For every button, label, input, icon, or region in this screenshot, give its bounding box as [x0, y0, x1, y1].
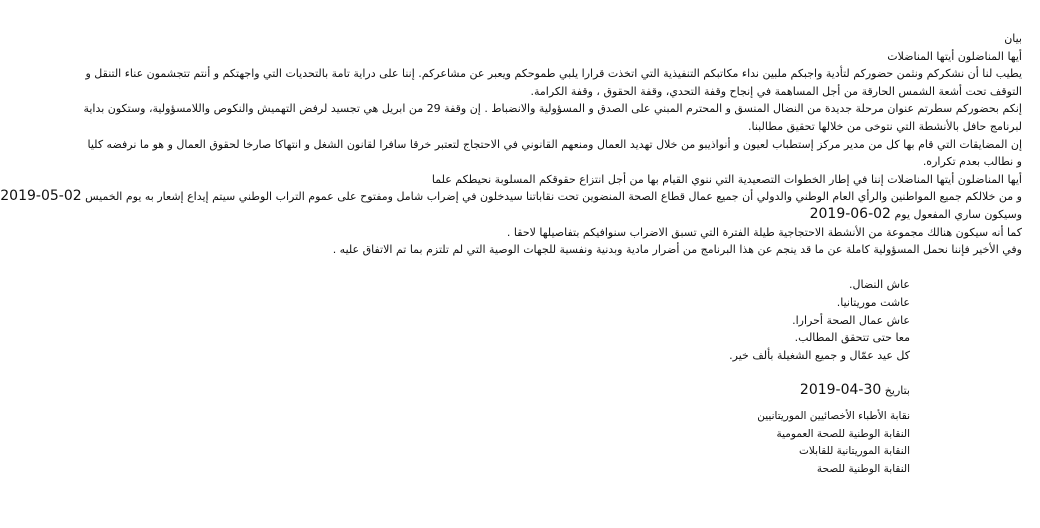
signatories-list	[81, 408, 910, 478]
signatory-item: نقابة الأطباء الأخصائيين الموريتانيين	[757, 410, 910, 423]
slogan-item: كل عيد عمّال و جميع الشغيلة بألف خير.	[729, 348, 910, 362]
slogans-list	[81, 276, 910, 364]
paragraph-escalation: أيها المناضلون أيتها المناضلات إننا في إطار الخطوات التصعيدية التي ننوي القيام بها من أجل انتزاع حقوقكم المسلوبة نحيطكم علما	[431, 172, 1022, 186]
strike-effective-text: وسيكون ساري المفعول يوم	[894, 207, 1022, 221]
spacer	[81, 399, 1022, 408]
signatory-item: النقابة الوطنية للصحة	[816, 463, 910, 476]
spacer	[81, 259, 1022, 277]
slogan-item: عاشت موريتانيا.	[836, 295, 910, 309]
date-value: 2019-04-30	[799, 381, 882, 398]
signatory-item: النقابة الموريتانية للقابلات	[799, 445, 910, 458]
date-line	[81, 382, 910, 400]
paragraph-thanks: يطيب لنا أن نشكركم ونثمن حضوركم لتأدية واجبكم ملبين نداء مكاتبكم التنفيذية التي اتخذت قرارا يلبي طموحكم ويعبر عن مشاعركم. إننا على دراية تامة بالتحديات التي واجهتكم و أنتم تتجشمون عناء التنقل و التوقف تحت أشعة الشمس الحارقة من أجل المساهمة في إنجاح وقفة التحدي، وقفة الحقوق ، وقفة الكرامة.	[85, 67, 1022, 98]
slogan-item: عاش عمال الصحة أحرارا.	[792, 313, 910, 327]
paragraph-harassment: إن المضايقات التي قام بها كل من مدير مركز إستطباب لعيون و أنواذيبو من خلال تهديد العمال ومنعهم القانوني في الاحتجاج لتعتبر خرقا سافرا لقانون الشغل و انتهاكا صارخا لحقوق العمال و هو ما نرفضه كليا و نطالب بعدم تكراره.	[87, 137, 1022, 169]
date-label: بتاريخ	[884, 383, 910, 397]
strike-notice-date: 2019-05-02	[0, 188, 82, 205]
statement-body	[0, 30, 1022, 479]
slogan-item: عاش النضال.	[849, 278, 910, 292]
strike-announcement-line	[0, 188, 1022, 206]
strike-announcement-text: و من خلالكم جميع المواطنين والرأي العام الوطني والدولي أن جميع عمال قطاع الصحة المنضوين تحت نقاباتنا سيدخلون في إضراب شامل ومفتوح على عموم التراب الوطني سيتم إيداع إشعار به يوم الخميس	[85, 190, 1022, 204]
paragraph-new-phase: إنكم بحضوركم سطرتم عنوان مرحلة جديدة من النضال المنسق و المحترم المبني على الصدق و المسؤولية والانضباط . إن وقفة 29 من ابريل هي تجسيد لرفض التهميش والنكوص واللامسؤولية، وستكون بداية لبرنامج حافل بالأنشطة التي نتوخى من خلالها تحقيق مطالبنا.	[83, 102, 1022, 133]
statement-heading: بيان	[1004, 32, 1022, 45]
spacer	[81, 364, 1022, 382]
strike-effective-line	[81, 206, 1022, 224]
slogan-item: معا حتى تتحقق المطالب.	[794, 331, 910, 345]
activities-line: كما أنه سيكون هنالك مجموعة من الأنشطة الاحتجاجية طيلة الفترة التي تسبق الاضراب سنوافيكم بتفاصيلها لاحقا .	[506, 225, 1022, 239]
signatory-item: النقابة الوطنية للصحة العمومية	[776, 427, 910, 440]
salutation: أيها المناضلون أيتها المناضلات	[887, 49, 1022, 63]
responsibility-line: وفي الأخير فإننا نحمل المسؤولية كاملة عن ما قد ينجم عن هذا البرنامج من أضرار مادية وبدنية ونفسية للجهات الوصية التي لم تلتزم بما تم الاتفاق عليه .	[332, 243, 1022, 257]
strike-effective-date: 2019-06-02	[809, 205, 891, 222]
